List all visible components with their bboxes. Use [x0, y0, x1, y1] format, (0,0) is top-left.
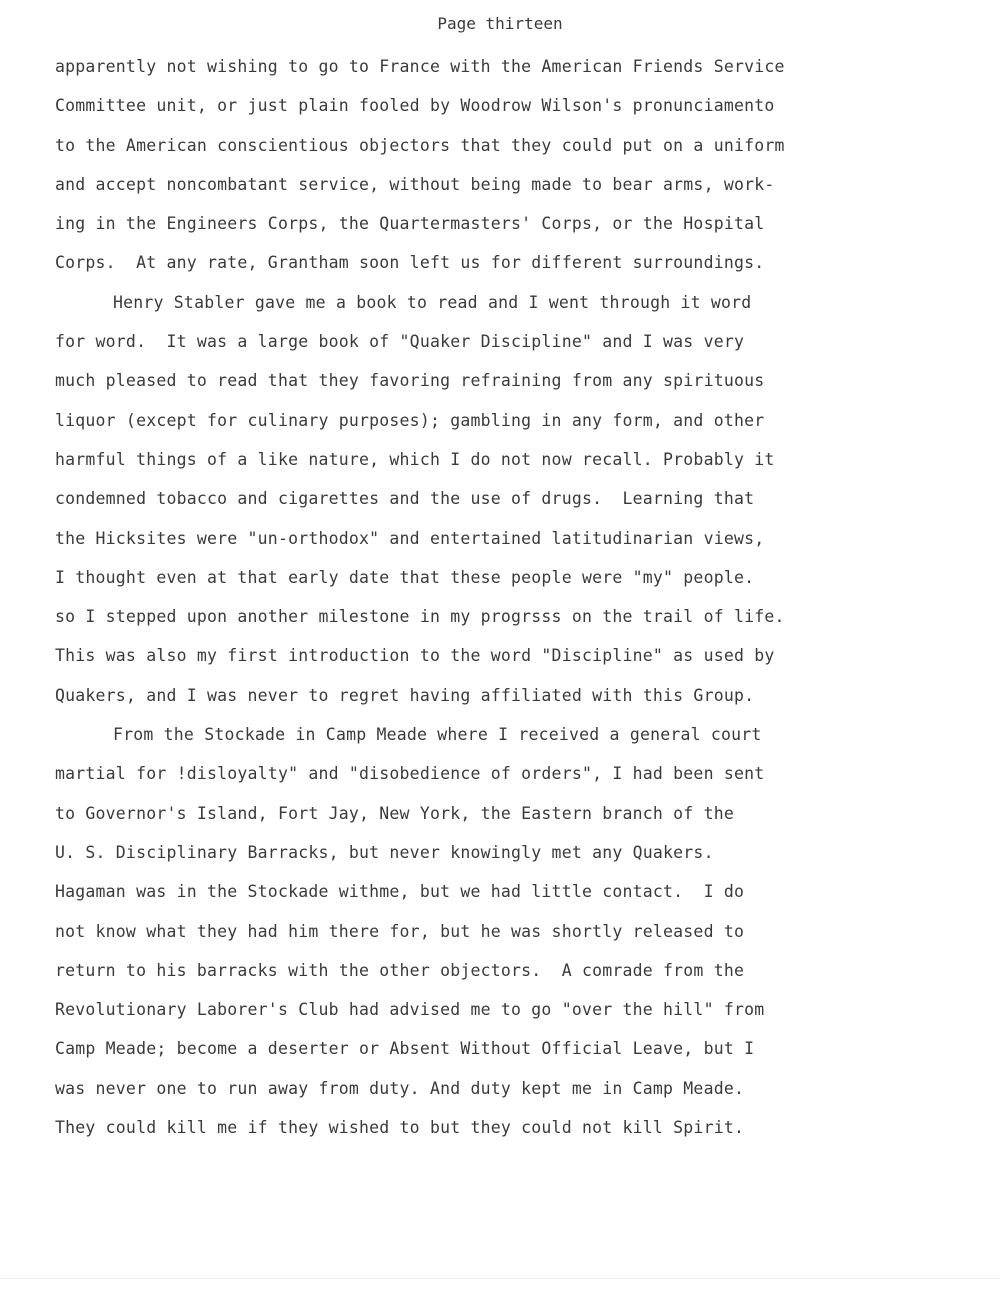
text-line: Camp Meade; become a deserter or Absent Without Official Leave, but I: [55, 1039, 755, 1059]
text-line: This was also my first introduction to the word "Discipline" as used by: [55, 646, 775, 666]
text-line: to the American conscientious objectors that they could put on a uniform: [55, 135, 785, 155]
text-line: martial for !disloyalty" and "disobedience of orders", I had been sent: [55, 764, 765, 784]
text-line: Corps. At any rate, Grantham soon left us for different surroundings.: [55, 253, 765, 273]
text-line: and accept noncombatant service, without being made to bear arms, work-: [55, 174, 775, 194]
text-line: much pleased to read that they favoring refraining from any spirituous: [55, 371, 765, 391]
text-line: ing in the Engineers Corps, the Quartermasters' Corps, or the Hospital: [55, 214, 765, 234]
text-line: the Hicksites were "un-orthodox" and entertained latitudinarian views,: [55, 528, 765, 548]
text-line: Quakers, and I was never to regret having affiliated with this Group.: [55, 685, 755, 705]
text-line: They could kill me if they wished to but they could not kill Spirit.: [55, 1118, 745, 1138]
page-edge-rule: [0, 1278, 1000, 1279]
text-line: Hagaman was in the Stockade withme, but we had little contact. I do: [55, 882, 745, 902]
text-line: condemned tobacco and cigarettes and the use of drugs. Learning that: [55, 489, 755, 509]
text-line: Committee unit, or just plain fooled by Woodrow Wilson's pronunciamento: [55, 96, 775, 116]
text-line: was never one to run away from duty. And duty kept me in Camp Meade.: [55, 1078, 745, 1098]
text-line: Henry Stabler gave me a book to read and I went through it word: [113, 292, 752, 312]
text-line: Revolutionary Laborer's Club had advised me to go "over the hill" from: [55, 1000, 765, 1020]
text-line: liquor (except for culinary purposes); gambling in any form, and other: [55, 410, 765, 430]
text-line: to Governor's Island, Fort Jay, New York, the Eastern branch of the: [55, 803, 734, 823]
text-line: so I stepped upon another milestone in my progrsss on the trail of life.: [55, 607, 785, 627]
text-line: From the Stockade in Camp Meade where I received a general court: [113, 725, 762, 745]
text-line: I thought even at that early date that these people were "my" people.: [55, 567, 755, 587]
page-heading: Page thirteen: [437, 14, 563, 33]
text-line: harmful things of a like nature, which I do not now recall. Probably it: [55, 449, 775, 469]
text-line: return to his barracks with the other objectors. A comrade from the: [55, 960, 745, 980]
text-line: for word. It was a large book of "Quaker Discipline" and I was very: [55, 332, 745, 352]
text-line: U. S. Disciplinary Barracks, but never knowingly met any Quakers.: [55, 842, 714, 862]
text-line: not know what they had him there for, but he was shortly released to: [55, 921, 745, 941]
text-line: apparently not wishing to go to France with the American Friends Service: [55, 57, 785, 76]
typewritten-body: [55, 52, 975, 1152]
